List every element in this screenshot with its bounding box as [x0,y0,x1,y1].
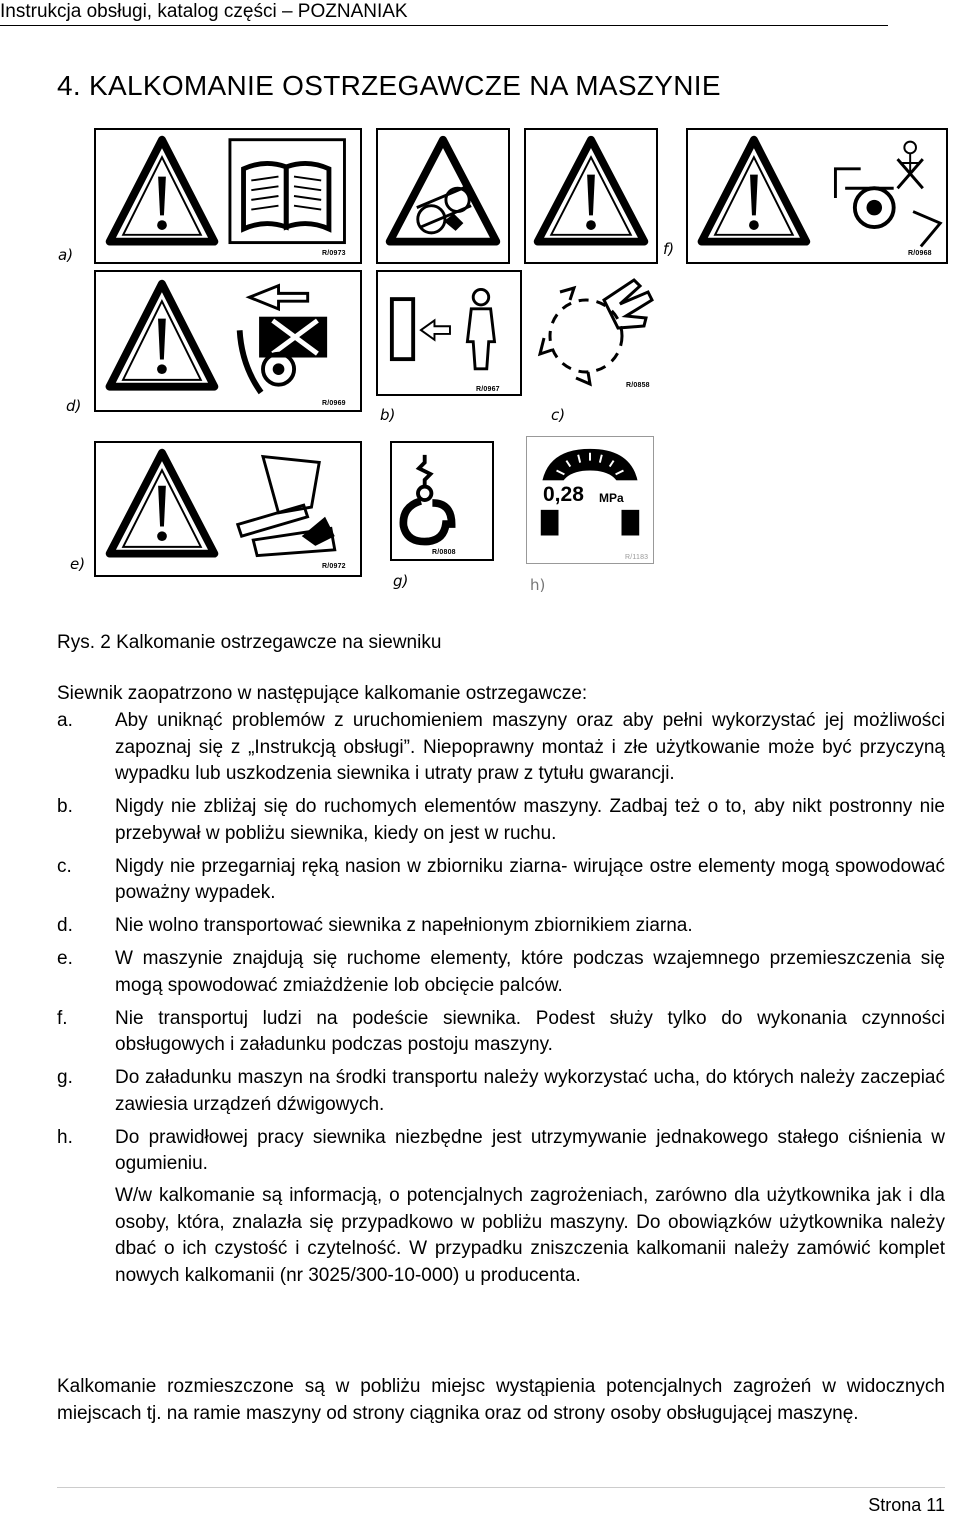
decal-f-platform [686,128,948,264]
decal-finger-crush [376,128,510,264]
figure-caption: Rys. 2 Kalkomanie ostrzegawcze na siewniku [57,632,442,653]
decal-letter-f: f) [663,240,675,258]
decal-code: R/0969 [322,400,346,407]
decal-b-keep-away [376,270,522,396]
warning-triangle-icon [702,140,807,242]
decal-letter-e: e) [70,555,86,573]
decal-code: R/0972 [322,563,346,570]
decal-code: R/0967 [476,386,500,393]
decal-d-transport [94,270,362,412]
decal-g-hook [390,441,494,561]
list-item: a. Aby uniknąć problemów z uruchomieniem maszyny oraz aby pełni wykorzystać jej możliwości zapoznaj się z „Instrukcją obsługi”. Niepoprawny montaż i złe użytkowanie może być przyczyną wypadku lub uszkodzenia siewnika i utraty praw z tytułu gwarancji. [57,710,945,784]
transport-arrow-icon [240,286,327,393]
crushing-fingers-icon [238,457,335,556]
decal-letter-c: c) [551,406,566,424]
decal-code: R/0808 [432,549,456,556]
no-riding-platform-icon [835,142,940,247]
list-item: d. Nie wolno transportować siewnika z napełnionym zbiornikiem ziarna. [57,915,693,936]
decal-code: R/0968 [908,250,932,257]
pressure-value: 0,28 [543,483,584,506]
decal-e-crush [94,441,362,577]
decal-letter-d: d) [66,397,82,415]
header-rule [0,25,888,26]
closing-paragraph: Kalkomanie rozmieszczone są w pobliżu miejsc wystąpienia potencjalnych zagrożeń w widocznych miejscach tj. na ramie maszyny od strony ciągnika oraz od strony osoby obsługującej maszynę. [57,1376,945,1424]
rotating-blade-hand-icon [540,280,652,384]
decal-h-tyre-pressure [526,436,654,564]
list-item: c. Nigdy nie przegarniaj ręką nasion w zbiorniku ziarna- wirujące ostre elementy mogą spowodować poważny wypadek. [57,855,945,903]
section-title: 4. KALKOMANIE OSTRZEGAWCZE NA MASZYNIE [57,70,721,101]
page-number: Strona 11 [868,1495,945,1515]
decal-code: R/0973 [322,250,346,257]
decal-code: R/0858 [626,382,650,389]
decal-letter-g: g) [393,572,409,590]
decal-c-rotating [530,266,658,396]
note-paragraph: W/w kalkomanie są informacją, o potencjalnych zagrożeniach, zarówno dla użytkownika jak i dla osoby, która, znalazła się przypadkowo w pobliżu maszyny. Do obowiązków użytkownika należy dbać o ich czystość i czytelność. W przypadku zniszczenia kalkomanii należy zamówić komplet nowych kalkomanii (nr 3025/300-10-000) u producenta. [115,1185,945,1286]
decal-description-list [57,708,945,1289]
decal-letter-h: h) [530,576,546,594]
intro-heading: Siewnik zaopatrzono w następujące kalkomanie ostrzegawcze: [57,683,588,704]
decal-f-warning [524,128,658,264]
list-item: h. Do prawidłowej pracy siewnika niezbędne jest utrzymywanie jednakowego stałego ciśnienia w ogumieniu. [57,1126,945,1174]
decal-letter-b: b) [380,406,396,424]
list-item: e. W maszynie znajdują się ruchome elementy, które podczas wzajemnego przemieszczenia się mogą spowodować zmiażdżenie lob obcięcie palców. [57,948,945,996]
manual-book-icon [230,140,345,243]
list-item: f. Nie transportuj ludzi na podeście siewnika. Podest służy tylko do wykonania czynności obsługowych i załadunku podczas postoju maszyny. [57,1007,945,1055]
running-header: Instrukcja obsługi, katalog części – POZNANIAK [0,1,408,22]
warning-triangle-icon [110,453,215,554]
pressure-unit: MPa [599,491,624,505]
list-item: g. Do załadunku maszyn na środki transportu należy wykorzystać ucha, do których należy zaczepiać zawiesia urządzeń dźwigowych. [57,1067,945,1115]
decal-code: R/1183 [625,554,649,561]
decal-letter-a: a) [58,246,74,264]
list-item: b. Nigdy nie zbliżaj się do ruchomych elementów maszyny. Zadbaj też o to, aby nikt postronny nie przebywał w pobliżu siewnika, kiedy on jest w ruchu. [57,796,945,844]
warning-triangle-icon [109,284,214,387]
footer-rule [57,1487,945,1488]
decal-a-warning [94,128,362,264]
warning-triangle-icon [110,140,215,242]
lifting-hook-icon [403,455,451,542]
